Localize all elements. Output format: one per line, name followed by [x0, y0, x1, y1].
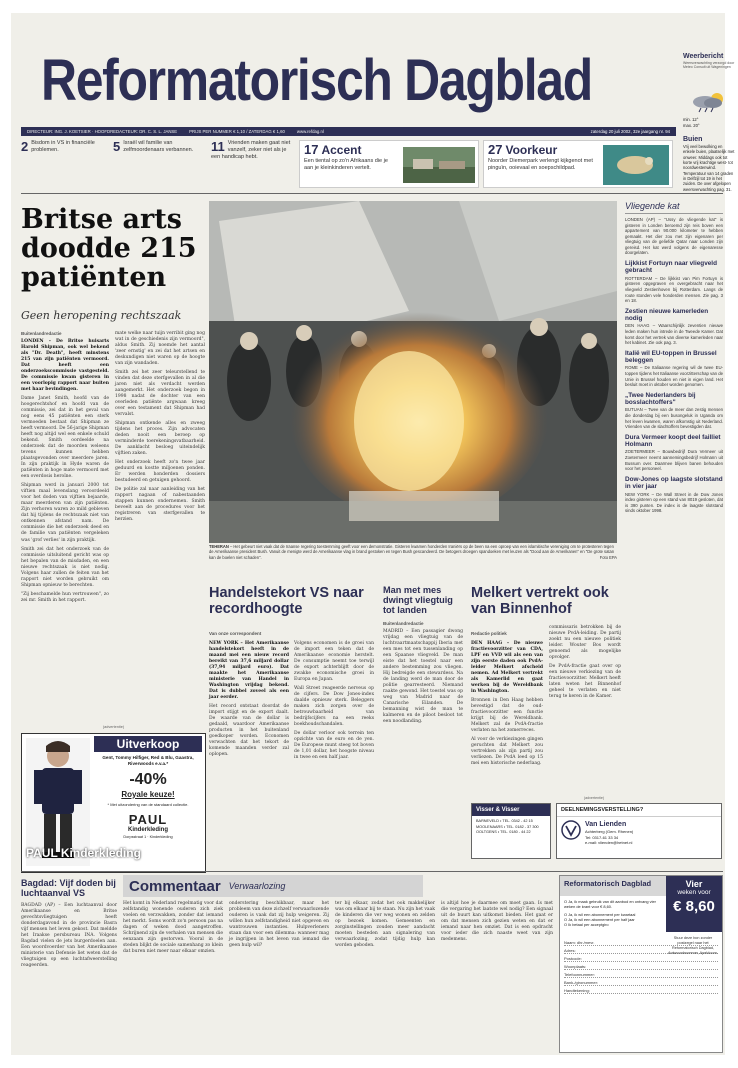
story-trade-paragraph: De dollar verloor ook terrein ten opzichte van de euro en de yen. De Europese munt steeg tot boven de 1,01 dollar, het hoogste niveau in twee en een half jaar. [294, 731, 374, 761]
teaser-heading: Voorkeur [505, 143, 558, 157]
ad-store-note: * Met uitzondering van de standaard collectie. [107, 801, 189, 807]
lead-paragraph: mate welke naar tuijn verribit ging nog wat in de geschiedenis zijn vermoord", aldus Smith. Zij noemde het aantal 'zeer ernstig' en zei dat het artsen en deskundigen niet waren op de hoogte van zijn wandaden. [115, 331, 205, 367]
commentaar-col-4: is altijd hoe je daarmee om moet gaan. Is met die vergaring het laatste wel nodig? Een signaal uit de buurt kan uitkomst bieden. Het gaat er om dat mensen zich gezien weten en dat er iemand naar hen omziet. Dat is een opdracht voor ieder die zich naaste weet van zijn medemens. [441, 901, 553, 943]
coupon-option[interactable]: O Ja, ik wil een abonnement per kwartaal [564, 911, 636, 917]
lead-subheadline: Geen heropening rechtszaak [21, 309, 182, 322]
teaser-text: Noorder Diemerpark verlengt kijkgenot met pinguïn, ooievaal en soepschildpad. [488, 158, 593, 171]
divider [21, 193, 723, 194]
ad-uitverkoop[interactable] [21, 733, 206, 873]
teaser-page-number: 2 [21, 139, 29, 154]
story-melkert-intro: DEN HAAG – De nieuwe fractievoorzitter van CDA, LPF en VVD wil als een van zijn eerste daden ook PvdA-leider Melkert afscheid nemen. Ad Melkert vertrekt als Kamerlid en gaat werken bij de Wereldbank in Washington. [471, 641, 543, 695]
sidebar-item-body: BUTUAN – Twee van de meer dan zestig mensen die donderdag bij een busongeluk in Uganda om het leven kwamen, waren afkomstig uit Nederland. Vrienden van de slachtoffers bevestigden dat. [625, 407, 723, 430]
weather-forecast [683, 135, 735, 192]
story-trade-kicker: Van onze correspondent [209, 631, 262, 636]
temp-max: max. 20° [683, 122, 700, 128]
lead-paragraph: Shipman ontkende alles en zweeg tijdens het proces. Zijn advocaten deden nooit een beroep op verminderde toerekeningsvatbaarheid. De aanklacht besloeg uiteindelijk vijftien zaken. [115, 421, 205, 457]
main-photo [209, 201, 617, 543]
ad-label: (advertentie) [102, 725, 125, 729]
coupon-title: Reformatorisch Dagblad [560, 876, 668, 896]
ad-visser-line: BARNEVELD • TEL. 0342 - 42 15 [476, 819, 533, 823]
teaser-page-number: 5 [113, 139, 121, 154]
lienden-logo-icon [561, 820, 581, 840]
sidebar-item-heading[interactable]: Lijkkist Fortuyn naar vliegveld gebracht [625, 260, 717, 275]
lead-kicker: Buitenlandredactie [21, 331, 62, 336]
sidebar-title: Vliegende kat [625, 201, 723, 214]
commentaar-header [123, 875, 423, 897]
ad-visser-line: MOOLENAARS • TEL. 0182 - 37 300 [476, 824, 539, 829]
offer-price: € 8,60 [673, 898, 715, 915]
commentaar-col-1: Het komt in Nederland regelmatig voor dat zelfstandig wonende ouderen zich ziek voelen en verzwakken, zonder dat iemand het merkt. Soms wordt zo'n persoon pas na dagen of weken dood aangetroffen. Schrijnend zijn de verhalen van mensen die eenzaam zijn gestorven. Vooral in de steden blijkt de sociale samenhang zo klein dat buren niet meer naar elkaar omzien. [123, 901, 223, 955]
info-staff: DIRECTEUR: ING. J. KOETSIER · HOOFDREDACTEUR: DR. C. S. L. JANSE [27, 129, 178, 134]
coupon-field-postcode[interactable]: Postcode: [564, 954, 718, 962]
story-melkert-paragraph: De PvdA-fractie gaat over op een nieuwe verkiezing van de fractievoorzitter. Melkert heeft laten weten het Binnenhof geheel te verlaten en niet terug te keren in de Kamer. [549, 664, 621, 700]
story-knife-body: MADRID – Een passagier dwong vrijdag een vliegtuig van de luchtvaartmaatschappij Iberia met een mes tot een tussenlanding op een Spaanse vliegveld. De man eiste dat het toestel naar een andere bestemming zou vliegen. Hij bedreigde een stewardess. Na de landing werd de man door de politie gearresteerd. Niemand raakte gewond. Het toestel was op weg van Madrid naar de Canarische Eilanden. De bemanning wist de man te kalmeren en de piloot besloot tot een noodlanding. [383, 629, 463, 725]
ad-lienden-title: DEELNEMINGSVERSTELLING? [557, 804, 721, 817]
lead-headline: Britse arts doodde 215 patiënten [21, 204, 197, 294]
info-price: PRIJS PER NUMMER € 1,10 / ZATERDAG € 1,60 [189, 129, 285, 134]
ad-label: (advertentie) [583, 796, 605, 800]
protest-flag-burning-photo [209, 201, 617, 543]
offer-badge [666, 876, 722, 932]
teaser-strip [21, 138, 676, 190]
caption-credit: Foto EPA [599, 554, 617, 560]
sidebar-item-body: NEW YORK – De Wall Street in de Dow Jones index gisteren op een stand van 8019 gesloten, dat is 390 punten. De index is de laagste slotstand sinds oktober 1998. [625, 491, 723, 514]
masthead-title: Reformatorisch Dagblad [41, 48, 592, 113]
ad-store-tag: PAUL Kinderkleding [26, 846, 141, 860]
teaser-page-number: 17 [304, 142, 319, 157]
info-website[interactable]: www.refdag.nl [296, 129, 324, 134]
sidebar-item-body: ROTTERDAM – De lijkkist van Pim Fortuyn is gisteren opgegraven en overgebracht naar het vliegveld Zestienhoven bij Rotterdam. Langs de route stonden vele honderden mensen. Zie pag. 3 en 18. [625, 275, 723, 304]
sidebar-item-body: ZOETERMEER – Bouwbedrijf Dura Vermeer uit Zoetermeer neemt aannemingsbedrijf Holmann uit Bussum over. Daarmee blijven banen behouden voor het personeel. [625, 449, 723, 472]
sidebar-item-body: ROME – De Italiaanse regering wil de twee EU-toppen tijdens het Italiaanse voorzitterschap van de Unie in Brussel houden en niet in eigen land. Het besluit moet in oktober worden genomen. [625, 365, 723, 388]
teaser-page-number: 11 [211, 139, 225, 154]
sidebar-item-heading[interactable]: Dow-Jones op laagste slotstand in vier jaar [625, 475, 723, 491]
commentaar-title: Commentaar [129, 877, 221, 895]
story-melkert-paragraph: commissaris betrokken bij de nieuwe PvdA-leiding. De partij zoekt nu een nieuwe politiek leider. Wouter Bos wordt genoemd als mogelijke opvolger. [549, 625, 621, 661]
ad-lienden-name: Van Lienden [585, 821, 627, 828]
coupon-options [560, 896, 666, 930]
teaser-text: Vrienden maken gaat niet vanzelf, zeker niet als je een handicap hebt. [211, 140, 291, 160]
commentaar-col-3: ter bij elkaar, zodat het ook makkelijker was om elkaar bij te staan. Nu zijn het vaak de kinderen die ver weg wonen en zelden op bezoek komen. Gemeenten en zorginstellingen zouden meer aandacht moeten besteden aan signalering van verwaarlozing, zodat tijdig hulp kan worden geboden. [335, 901, 435, 949]
sidebar-item-body: DEN HAAG – Waarschijnlijk zeventien nieuwe leden maken hun intrede in de Tweede Kamer. Dat komt door het vertrek van diverse kamerleden naar het kabinet. Zie ook pag. 3. [625, 323, 723, 346]
sidebar-item-body: LONDEN (AP) – "Ussy de vliegende kat" is gisteren in Londen beroemd zijn reis boven een appartement van 90.000 kilometer te hebben gemaakt. Het dier zou met zijn eigenaren per vliegtuig van de geliefde Qatar naar Londen zijn gereisd. Het kat werd volgens de eigenaresse doorgelaten. [625, 217, 723, 256]
cloud-rain-icon [683, 91, 735, 113]
story-melkert-kicker: Redactie politiek [471, 631, 507, 636]
ad-lienden-line: Achterberg (Gem. Rhenen) [585, 829, 634, 835]
temp-min: min. 12° [683, 117, 699, 122]
story-melkert-column-2 [549, 625, 621, 791]
story-knife-kicker: Buitenlandredactie [383, 621, 424, 626]
lead-paragraph: Het onderzoek heeft zo'n twee jaar geduurd en kostte miljoenen ponden. Er werden honderden dossiers bestudeerd en getuigen gehoord. [115, 460, 205, 484]
coupon-field-signature[interactable]: Handtekening: [564, 986, 718, 994]
teaser-accent[interactable] [299, 140, 479, 188]
ad-store-brands: Gent, Tommy Hilfiger, Red & Blu, Gaastra, Riverwoods e.v.a.* [102, 755, 194, 766]
story-knife-headline: Man met mes dwingt vliegtuig tot landen [383, 585, 453, 615]
story-trade-paragraph: Het record ontstaat doordat de import stijgt en de export daalt. De waarde van de dollar is gedaald, waardoor Amerikaanse producten in het buitenland goedkoper worden. Economen verwachten dat het tekort de komende maanden verder zal oplopen. [209, 704, 289, 758]
weather-temps [683, 117, 700, 129]
teaser-text: Israël wil familie van zelfmoordenaars verbannen. [123, 140, 194, 153]
teaser-item[interactable] [211, 140, 297, 188]
divider [21, 871, 723, 872]
weather-title: Weerbericht [683, 53, 724, 60]
lead-column-2 [115, 331, 205, 721]
bagdad-headline: Bagdad: Vijf doden bij luchtaanval VS [21, 878, 116, 898]
sidebar-item-heading[interactable]: Zestien nieuwe kamerleden nodig [625, 307, 709, 323]
weather-subtitle: Weersverwachting verzorgd door Meteo Consult uit Wageningen [683, 61, 735, 70]
ad-visser-line: OOLTGENS • TEL. 0180 - 44 22 [476, 830, 531, 835]
weather-box [683, 53, 735, 69]
weather-text: Vrij veel bewolking en enkele buien, plaatselijk met onweer. Middags ook tot korte vrij krachtige west- tot noordwestenwind. Temperatuur van 14 graden in Delfzijl tot 19 in het zuiden. De over afgelopen weersverwachting pag. 31. [683, 144, 735, 192]
story-melkert-paragraph: Bronnen in Den Haag hebben bevestigd dat de oud-fractievoorzitter een functie krijgt bij de Wereldbank. Melkert zal de PvdA-fractie verlaten na het zomerreces. [471, 698, 543, 734]
sidebar-item-heading[interactable]: Dura Vermeer koopt deel failliet Holmann [625, 433, 721, 449]
ad-store-extra: Royale keuze! [121, 789, 175, 799]
newspaper-page [11, 13, 735, 1055]
lead-paragraph: Smith zei het zeer teleurstellend te vinden dat deze sterfgevallen in al die jaren niet als verdacht werden aangemerkt. Het onderzoek begon in 1998 nadat de dochter van een overleden patiënte argwaan kreeg over een testament dat Shipman had vervalst. [115, 370, 205, 418]
story-trade-paragraph: Volgens economen is de groei van de import een teken dat de Amerikaanse economie herstelt. De consumptie neemt toe terwijl de export achterblijft door de zwakke economische groei in Europa en Japan. [294, 641, 374, 683]
info-date: zaterdag 20 juli 2002, 32e jaargang nr. 94 [590, 129, 670, 134]
lead-paragraph: Shipman werd in januari 2000 tot viftien maal levenslang veroordeeld voor het doden van vijftien bejaarde, maar meerderen van zijn patiënten. Zijn verhoren waren zo mild gebleven dat hij tijdens de rechtszaak niet van ontkennen afstand nam. De commissie die het onderzoek deed en de familie van patiënten vergeleken was 'grof verlies' in zijn praktijk. [21, 483, 109, 543]
caption-text: – Het gebeurt niet vaak dat de Iraanse regering toestemming geeft voor een demonstratie. Gisteren kwamen honderden Iraniërs op de been na een oproep van een islamitische vereniging om te protesteren tegen de Amerikaanse president Bush. Vanuit de menigte werd de Amerikaanse vlag in brand gestoken en tegen Bush gescandeerd. De betogers droegen spandoeken met leuzen als "Dood aan de Amerikanen" en "De grote satan kan de boelen niet schaden". [209, 544, 615, 560]
teaser-voorkeur-photo [603, 145, 669, 185]
teaser-heading: Accent [321, 143, 362, 157]
ad-van-lienden[interactable] [556, 803, 722, 859]
commentaar-col-2: onderstering beschikbaar, maar het probleem van deze zichzelf verwaarlozende ouderen is vaak dat zij hulp weigeren. Zij willen hun zelfstandigheid niet opgeven en wantrouwen instanties. Hulpverleners staan dan voor een dilemma: wanneer mag je ingrijpen in het leven van iemand die geen hulp wil? [229, 901, 329, 949]
story-trade-paragraph: Wall Street reageerde nerveus op de cijfers. De Dow Jones-index daalde opnieuw sterk. Beleggers maken zich zorgen over de betrouwbaarheid van bedrijfscijfers na een reeks boekhoudschandalen. [294, 686, 374, 728]
sidebar-item-heading[interactable]: „Twee Nederlanders bij bosslachtoffers" [625, 391, 696, 407]
offer-line-1: Vier [685, 879, 703, 889]
story-melkert-headline: Melkert vertrekt ook van Binnenhof [471, 585, 609, 617]
news-sidebar [625, 201, 723, 514]
ad-store-brand: PAUL [128, 811, 168, 827]
coupon-field-name[interactable]: Naam: dhr./mevr. [564, 938, 718, 946]
story-trade-headline: Handelstekort VS naar recordhoogte [209, 585, 364, 617]
ad-store-brand-sub: Kinderkleding [127, 826, 168, 833]
teaser-voorkeur[interactable] [483, 140, 673, 188]
ad-visser-name: Visser & Visser [472, 804, 550, 816]
ad-store-title: Uitverkoop [94, 736, 202, 752]
story-trade-column-2 [294, 641, 374, 865]
lead-intro: LONDEN – De Britse huisarts Harold Shipman, ook wel bekend als "Dr. Death", heeft minstens 215 van zijn patiënten vermoord. Dat heeft een onderzoekscommissie vastgesteld. De commissie kwam gisteren in een voorlopig rapport naar buiten met haar bevindingen. [21, 339, 109, 393]
story-melkert-paragraph: Al voor de verkiezingen gingen geruchten dat Melkert zou vertrekken als zijn partij zou verliezen. De PvdA leed op 15 mei een historische nederlaag. [471, 737, 543, 767]
coupon-field-address[interactable]: Adres: [564, 946, 718, 954]
info-bar [21, 127, 676, 136]
teaser-text: Bisdom in VS in financiële problemen. [31, 140, 95, 153]
coupon-option[interactable]: O Ik betaal per acceptgiro [564, 922, 609, 928]
subscription-coupon [559, 875, 723, 1053]
caption-label: TEHERAN [209, 544, 229, 549]
ad-visser[interactable] [471, 803, 551, 859]
teaser-page-number: 27 [488, 142, 503, 157]
coupon-option[interactable]: O Ja, ik maak gebruik van dit aanbod en ontvang vier weken de krant voor € 8,60. [564, 899, 656, 910]
ad-lienden-line: Tel: 0317-61 33 34 [585, 834, 619, 840]
teaser-text: Een tiental op zo'n Afrikaans die je aan je kleinkinderen vertelt. [304, 158, 388, 171]
coupon-note: Stuur deze bon zonder postzegel naar het Reformatorisch Dagblad, Antwoordnummer, Apeldoorn. [667, 936, 719, 956]
lead-paragraph: De politie zal naar aanleiding van het rapport nagaan of nabestaanden stappen kunnen ondernemen. Smith beveelt aan de procedures voor het registreren van sterfgevallen te herzien. [115, 487, 205, 523]
commentaar-subtitle: Verwaarlozing [228, 881, 286, 891]
photo-caption [209, 544, 617, 560]
story-melkert-column-1 [471, 641, 543, 791]
lead-paragraph: "Zij beschamelde hun vertrouwen", zo zei mr. Smith in het rapport. [21, 591, 109, 603]
coupon-field-phone[interactable]: Telefoonnummer: [564, 970, 718, 978]
teaser-item[interactable] [21, 140, 107, 188]
ad-store-discount: -40% [129, 770, 167, 788]
story-trade-column-1 [209, 641, 289, 865]
coupon-field-bank[interactable]: Bank-/gironummer: [564, 978, 718, 986]
story-trade-intro: NEW YORK – Het Amerikaanse handelstekort heeft in de maand mei een nieuw record bereikt van 37,6 miljard dollar (37,94 miljard euro). Dat maakte het Amerikaanse ministerie van Handel in Washington vrijdag bekend. Dat is dubbel zoveel als een jaar eerder. [209, 641, 289, 701]
ad-store-address: Dorpsstraat 1 · Kinderkleding [123, 834, 173, 839]
sidebar-item-heading[interactable]: Italië wil EU-toppen in Brussel beleggen [625, 349, 717, 365]
weather-heading: Buien [683, 136, 703, 143]
offer-line-2: weken voor [677, 889, 711, 896]
ad-visser-lines [472, 816, 550, 839]
lead-column-1 [21, 339, 109, 721]
teaser-accent-photo [403, 147, 475, 183]
ad-lienden-line: e-mail: vlienden@hetnet.nl [585, 840, 633, 846]
coupon-field-city[interactable]: Woonplaats: [564, 962, 718, 970]
bagdad-body: BAGDAD (AP) – Een luchtaanval door Amerikaanse en Britse gevechtsvliegtuigen heeft donderdagavond in de provincie Basra vijf mensen het leven gekost. Dat meldde het Iraakse persbureau INA. Volgens Bagdad vielen de jets burgerdoelen aan. Een woordvoerder van het Amerikaanse ministerie van Defensie liet weten dat de vliegtuigen op een luchtafweerstelling reageerden. [21, 903, 117, 969]
lead-paragraph: Dame Janet Smith, hoofd van de hoogerechtshof en hoofd van de commissie, zei dat in het geval van nog eens 45 patiënten een sterk vermoeden bestaat dat Shipman ze heeft vermoord. De 56-jarige Shipman heeft nog altijd wel een enkele schuld bekend. Smith oordeelde na onderzoek dat de moorden weleens tevens kunnen hebben plaatsgevonden over meerdere jaren. In zijn praktijk in Hyde waren de patiënten in hoge mate vermoord met een overdosis heroïne. [21, 396, 109, 480]
teaser-item[interactable] [113, 140, 207, 188]
coupon-option[interactable]: O Ja, ik wil een abonnement per half jaar [564, 916, 635, 922]
lead-paragraph: Smith zei dat het onderzoek van de commissie uitsluitend gericht was op het bepalen van de misdaden, en een nieuwe rechtszaak is niet nodig. Volgens haar zullen de feiten van het rapport niet worden gebruikt om Shipman opnieuw te berechten. [21, 546, 109, 588]
